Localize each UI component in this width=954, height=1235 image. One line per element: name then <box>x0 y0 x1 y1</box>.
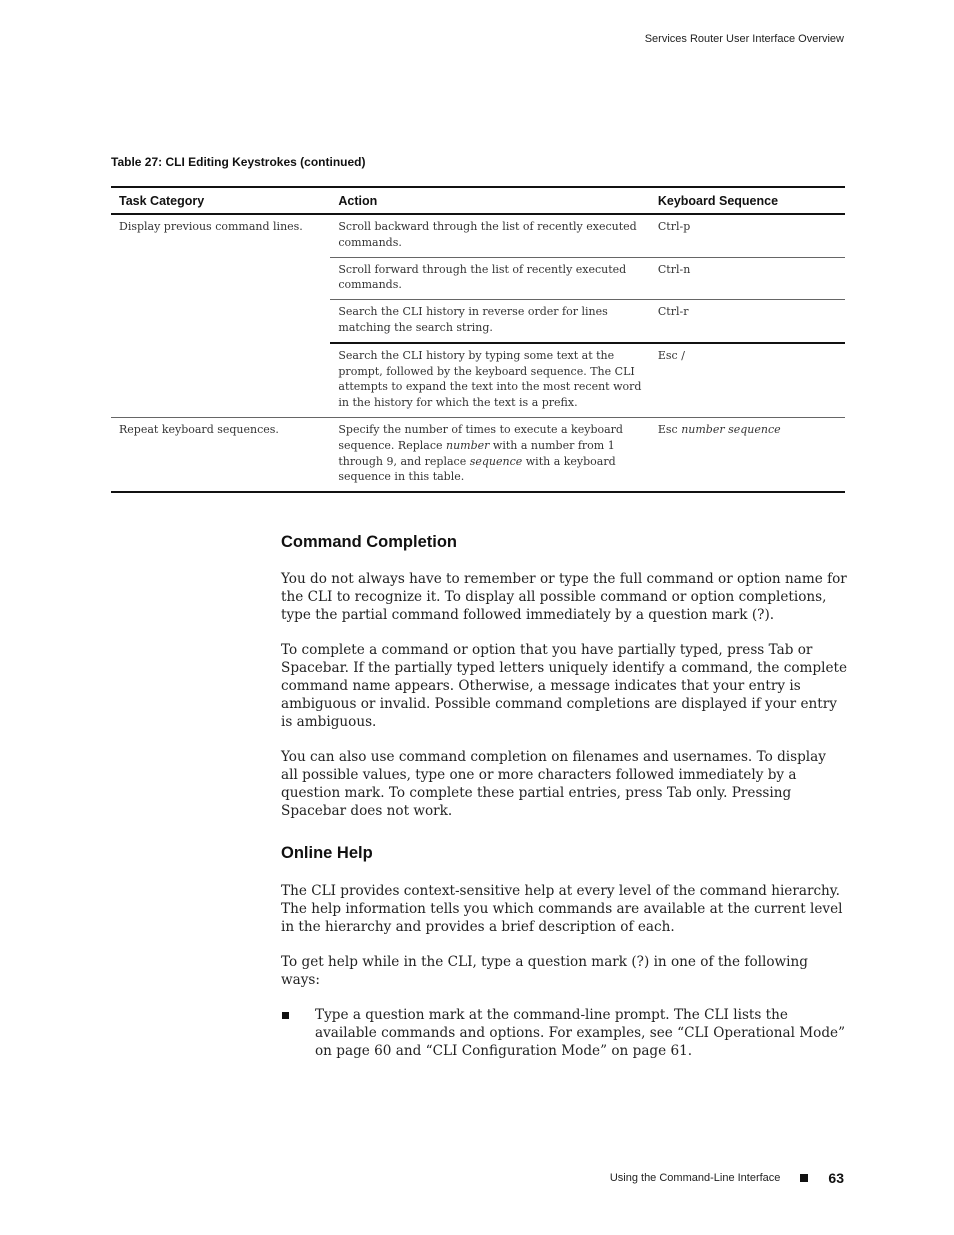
action-cell: Search the CLI history by typing some text at the prompt, followed by the keyboard sequence. The CLI attempts to expand the text into the most recent word in the history for which the text is a prefix. <box>330 343 649 418</box>
keyboard-sequence-cell: Ctrl-n <box>650 257 845 300</box>
paragraph: You do not always have to remember or type the full command or option name for the CLI to recognize it. To display all possible command or option completions, type the partial command followed immediately by a question mark (?). <box>281 571 847 623</box>
keyboard-sequence-cell <box>650 417 845 492</box>
page-footer <box>610 1170 844 1186</box>
action-text: with a number from 1 through 9, and replace <box>338 438 615 468</box>
keyboard-sequence-cell: Esc / <box>650 343 845 418</box>
table-row <box>111 417 845 492</box>
cli-editing-keystrokes-table <box>111 186 845 493</box>
paragraph: You can also use command completion on filenames and usernames. To display all possible values, type one or more characters followed immediately by a question mark. To complete these partial entries, press Tab only. Pressing Spacebar does not work. <box>281 749 826 819</box>
bullet-list <box>281 1006 847 1060</box>
list-item-text: Type a question mark at the command-line prompt. The CLI lists the available commands and options. For examples, see “CLI Operational Mode” on page 60 and “CLI Configuration Mode” on page 61. <box>315 1007 846 1059</box>
table-header-row <box>111 187 845 214</box>
task-category-cell: Display previous command lines. <box>119 220 303 233</box>
footer-chapter-title: Using the Command-Line Interface <box>609 1172 781 1184</box>
action-cell: Scroll backward through the list of recently executed commands. <box>330 214 649 257</box>
command-completion-body <box>281 570 847 837</box>
action-text: Specify the number of times to execute a keyboard sequence. Replace <box>338 422 623 452</box>
online-help-body <box>281 882 847 1060</box>
column-header-action: Action <box>330 187 649 214</box>
action-cell <box>330 417 649 492</box>
task-category-cell: Repeat keyboard sequences. <box>111 417 330 492</box>
paragraph: To complete a command or option that you have partially typed, press Tab or Spacebar. If the partially typed letters uniquely identify a command, the complete command name appears. Otherwise, a message indicates that your entry is ambiguous or invalid. Possible command completions are displayed if your entry is ambiguous. <box>281 642 847 730</box>
action-cell: Search the CLI history in reverse order for lines matching the search string. <box>330 300 649 343</box>
running-header: Services Router User Interface Overview <box>644 33 844 45</box>
keyboard-sequence-cell: Ctrl-p <box>650 214 845 257</box>
key-text: Esc <box>657 422 682 436</box>
keyboard-sequence-cell: Ctrl-r <box>650 300 845 343</box>
paragraph: The CLI provides context-sensitive help at every level of the command hierarchy. The help information tells you which commands are available at the current level in the hierarchy and provides a brief description of each. <box>281 883 843 935</box>
key-placeholder: number sequence <box>681 422 781 436</box>
table-row <box>111 343 845 418</box>
action-cell: Scroll forward through the list of recently executed commands. <box>330 257 649 300</box>
square-bullet-icon <box>282 1012 289 1019</box>
section-heading-online-help: Online Help <box>281 844 373 862</box>
section-heading-command-completion: Command Completion <box>281 533 457 551</box>
column-header-keyboard-sequence: Keyboard Sequence <box>650 187 845 214</box>
action-text: with a keyboard sequence in this table. <box>338 454 616 484</box>
column-header-task-category: Task Category <box>111 187 330 214</box>
placeholder-number: number <box>446 438 490 452</box>
paragraph: To get help while in the CLI, type a question mark (?) in one of the following ways: <box>281 954 808 988</box>
table-row <box>111 214 845 257</box>
list-item <box>281 1006 847 1060</box>
table-caption: Table 27: CLI Editing Keystrokes (continued) <box>111 155 366 169</box>
square-separator-icon <box>800 1174 808 1182</box>
page-number: 63 <box>828 1170 844 1186</box>
task-category-cell <box>111 343 330 418</box>
placeholder-sequence: sequence <box>469 454 523 468</box>
